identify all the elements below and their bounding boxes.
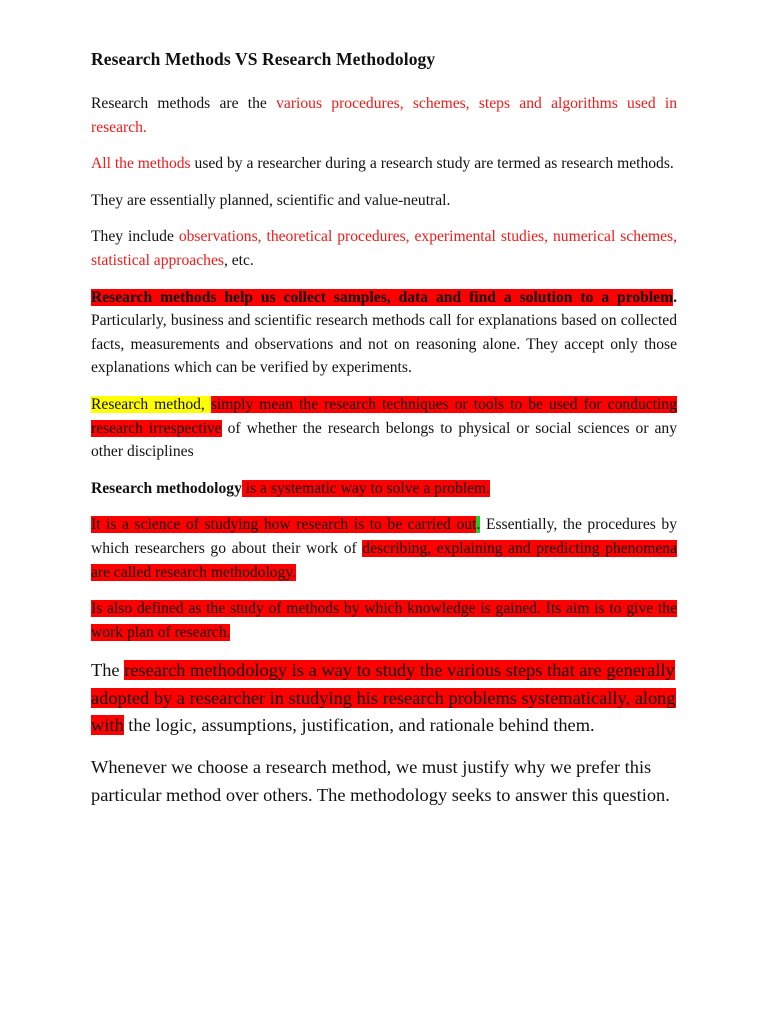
green-highlighted-text: . [476,516,481,534]
paragraph-value-neutral [91,189,677,213]
paragraph-science-of-studying [91,513,677,584]
red-text: observations, theoretical procedures, experimental studies, numerical schemes, statistical approaches [91,228,677,269]
paragraph-all-methods [91,152,677,176]
text: They include [91,228,179,246]
red-highlighted-text: It is a science of studying how research is to be carried out [91,516,477,534]
document-title: Research Methods VS Research Methodology [91,49,436,69]
red-highlighted-text: is a systematic way to solve a problem. [241,479,491,497]
text: Particularly, business and scientific research methods call for explanations based on collected facts, measurements and observations and not on reasoning alone. They accept only those explanations which can be verified by experiments. [91,312,677,377]
paragraph-they-include [91,225,677,272]
red-highlighted-text: simply mean the research techniques or tools to be used for conducting research irrespective [91,395,677,437]
text: They are essentially planned, scientific and value-neutral. [91,191,451,209]
text: The [91,660,125,681]
paragraph-research-method [91,393,677,464]
red-highlighted-text: describing, explaining and predicting phenomena are called research methodology. [91,539,677,581]
text: of whether the research belongs to physical or social sciences or any other disciplines [91,419,677,461]
red-text: All the methods [91,155,191,173]
bold-term: Research methodology [91,479,242,497]
text: , etc. [223,251,254,269]
text: used by a researcher during a research study are termed as research methods. [190,155,674,173]
text: Research methods are the [91,95,277,112]
paragraph-methods-definition [91,92,677,139]
red-highlighted-text: research methodology is a way to study the various steps that are generally adopted by a researcher in studying his research problems systematically, along with [91,660,676,736]
text: Essentially, the procedures by which researchers go about their work of [91,516,677,557]
paragraph-methodology-steps [91,657,677,740]
red-highlighted-text: Is also defined as the study of methods by which knowledge is gained. Its aim is to give the work plan of research. [91,600,677,641]
bold-period: . [673,288,677,306]
red-text: various procedures, schemes, steps and algorithms used in research. [91,95,677,136]
paragraph-methods-help [91,286,677,380]
paragraph-justify-method [91,754,677,809]
highlighted-bold-text: Research methods help us collect samples, data and find a solution to a problem [91,288,674,306]
paragraph-also-defined [91,597,677,644]
text: the logic, assumptions, justification, and rationale behind them. [123,715,595,736]
document-page [91,44,677,823]
paragraph-research-methodology [91,477,677,501]
text: Whenever we choose a research method, we must justify why we prefer this particular method over others. The methodology seeks to answer this question. [91,757,670,805]
yellow-highlighted-text: Research method, [91,395,211,413]
